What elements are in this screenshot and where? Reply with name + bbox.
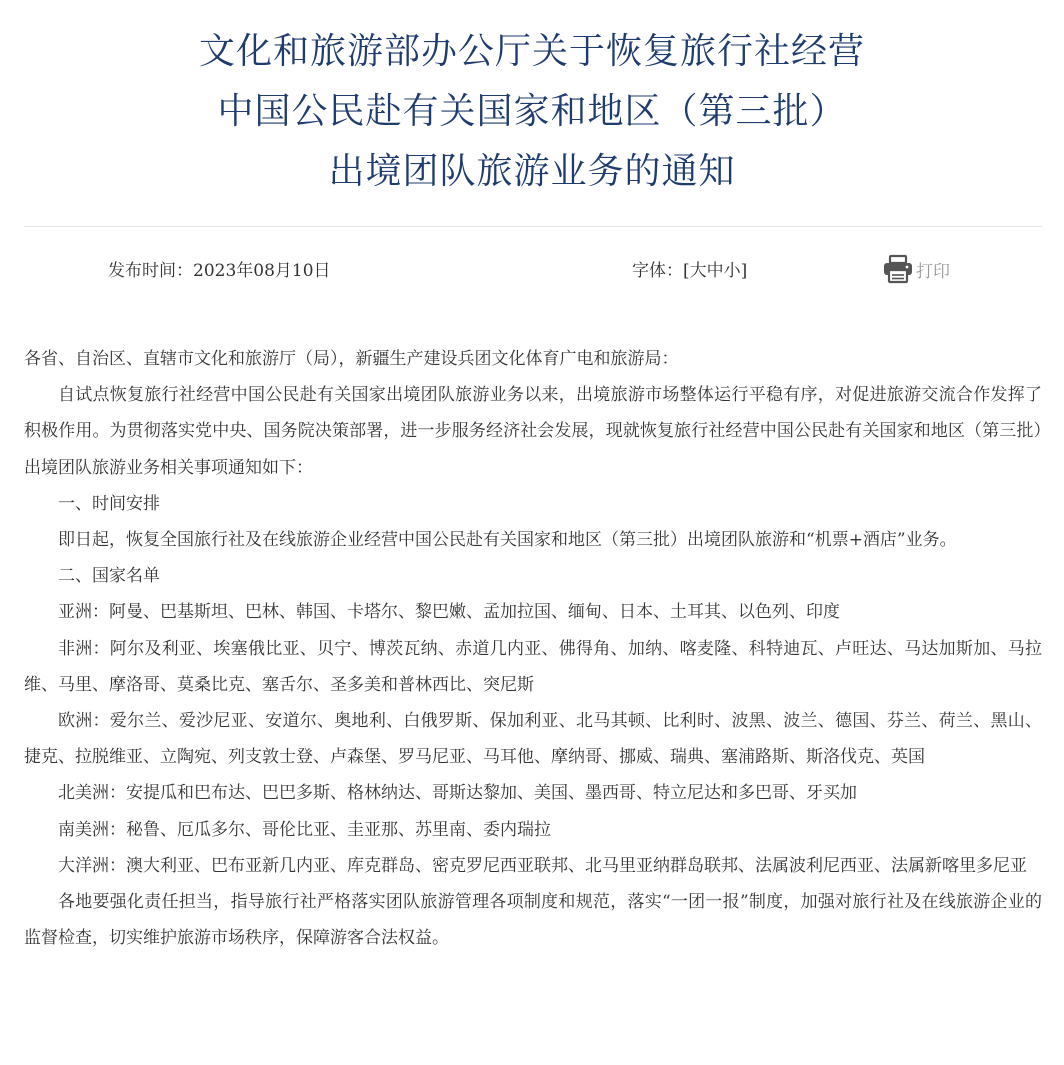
font-size-bracket-close: ] <box>740 261 748 281</box>
print-button[interactable] <box>882 254 950 284</box>
publish-date: 2023年08月10日 <box>193 261 331 281</box>
meta-row <box>0 254 1064 284</box>
country-list-north-america: 北美洲：安提瓜和巴布达、巴巴多斯、格林纳达、哥斯达黎加、美国、墨西哥、特立尼达和多巴哥、牙买加 <box>58 783 857 804</box>
font-size-large-button[interactable]: 大 <box>689 261 707 281</box>
section-heading-schedule: 一、时间安排 <box>58 493 160 514</box>
document-title <box>0 22 1064 202</box>
document-body <box>24 341 1042 956</box>
title-line-3: 出境团队旅游业务的通知 <box>328 151 736 192</box>
country-list-oceania: 大洋洲：澳大利亚、巴布亚新几内亚、库克群岛、密克罗尼西亚联邦、北马里亚纳群岛联邦、法属波利尼西亚、法属新喀里多尼亚 <box>58 855 1027 876</box>
publish-label: 发布时间： <box>108 261 193 281</box>
print-label: 打印 <box>916 261 950 282</box>
country-list-asia: 亚洲：阿曼、巴基斯坦、巴林、韩国、卡塔尔、黎巴嫩、孟加拉国、缅甸、日本、土耳其、以色列、印度 <box>58 602 840 623</box>
salutation: 各省、自治区、直辖市文化和旅游厅（局），新疆生产建设兵团文化体育广电和旅游局： <box>24 349 679 369</box>
font-size-bracket-open: [ <box>683 261 690 281</box>
title-line-2: 中国公民赴有关国家和地区（第三批） <box>217 91 847 132</box>
country-list-europe: 欧洲：爱尔兰、爱沙尼亚、安道尔、奥地利、白俄罗斯、保加利亚、北马其顿、比利时、波黑、波兰、德国、芬兰、荷兰、黑山、捷克、拉脱维亚、立陶宛、列支敦士登、卢森堡、罗马尼亚、马耳他、摩纳哥、挪威、瑞典、塞浦路斯、斯洛伐克、英国 <box>24 711 1042 768</box>
country-list-south-america: 南美洲：秘鲁、厄瓜多尔、哥伦比亚、圭亚那、苏里南、委内瑞拉 <box>58 819 551 840</box>
publish-info <box>108 256 331 281</box>
font-size-medium-button[interactable]: 中 <box>706 261 724 281</box>
intro-paragraph: 自试点恢复旅行社经营中国公民赴有关国家出境团队旅游业务以来，出境旅游市场整体运行平稳有序，对促进旅游交流合作发挥了积极作用。为贯彻落实党中央、国务院决策部署，进一步服务经济社会发展，现就恢复旅行社经营中国公民赴有关国家和地区（第三批）出境团队旅游业务相关事项通知如下： <box>24 385 1042 478</box>
printer-icon <box>882 254 916 284</box>
font-size-switcher <box>632 256 747 281</box>
closing-paragraph: 各地要强化责任担当，指导旅行社严格落实团队旅游管理各项制度和规范，落实“一团一报”制度，加强对旅行社及在线旅游企业的监督检查，切实维护旅游市场秩序，保障游客合法权益。 <box>24 892 1042 949</box>
schedule-paragraph: 即日起，恢复全国旅行社及在线旅游企业经营中国公民赴有关国家和地区（第三批）出境团队旅游和“机票+酒店”业务。 <box>58 530 957 551</box>
font-size-label: 字体： <box>632 261 683 281</box>
header-divider <box>24 226 1042 227</box>
font-size-small-button[interactable]: 小 <box>723 261 741 281</box>
country-list-africa: 非洲：阿尔及利亚、埃塞俄比亚、贝宁、博茨瓦纳、赤道几内亚、佛得角、加纳、喀麦隆、科特迪瓦、卢旺达、马达加斯加、马拉维、马里、摩洛哥、莫桑比克、塞舌尔、圣多美和普林西比、突尼斯 <box>24 638 1042 695</box>
title-line-1: 文化和旅游部办公厅关于恢复旅行社经营 <box>198 31 865 72</box>
section-heading-country-list: 二、国家名单 <box>58 566 160 587</box>
